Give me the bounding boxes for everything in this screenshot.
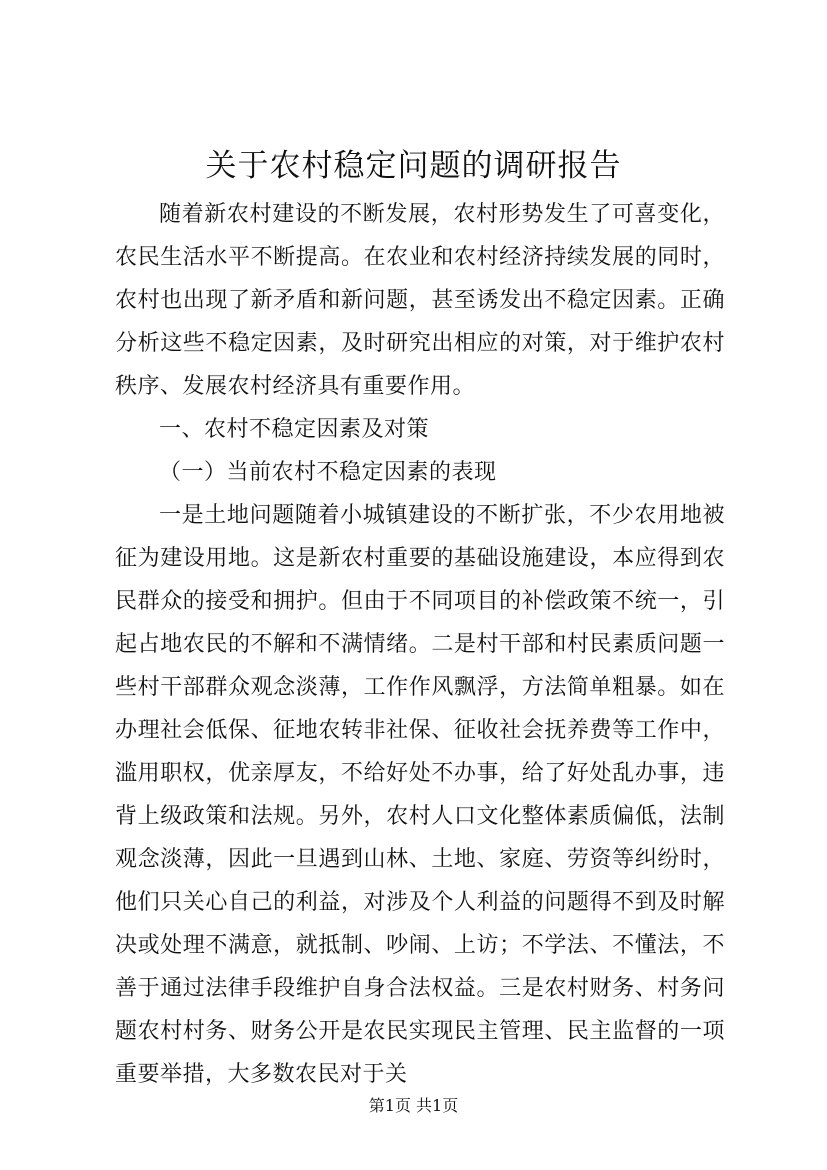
section-heading: 一、农村不稳定因素及对策 [159, 417, 430, 442]
document-body [115, 193, 725, 1096]
intro-paragraph: 随着新农村建设的不断发展，农村形势发生了可喜变化，农民生活水平不断提高。在农业和农村经济持续发展的同时，农村也出现了新矛盾和新问题，甚至诱发出不稳定因素。正确分析这些不稳定因素，及时研究出相应的对策，对于维护农村秩序、发展农村经济具有重要作用。 [115, 202, 725, 399]
page-number-label: 第1页 共1页 [368, 1096, 459, 1115]
body-paragraph: 一是土地问题随着小城镇建设的不断扩张，不少农用地被征为建设用地。这是新农村重要的基础设施建设，本应得到农民群众的接受和拥护。但由于不同项目的补偿政策不统一，引起占地农民的不解和不满情绪。二是村干部和村民素质问题一些村干部群众观念淡薄，工作作风飘浮，方法简单粗暴。如在办理社会低保、征地农转非社保、征收社会抚养费等工作中，滥用职权，优亲厚友，不给好处不办事，给了好处乱办事，违背上级政策和法规。另外，农村人口文化整体素质偏低，法制观念淡薄，因此一旦遇到山林、土地、家庭、劳资等纠纷时，他们只关心自己的利益，对涉及个人利益的问题得不到及时解决或处理不满意，就抵制、吵闹、上访；不学法、不懂法，不善于通过法律手段维护自身合法权益。三是农村财务、村务问题农村村务、财务公开是农民实现民主管理、民主监督的一项重要举措，大多数农民对于关 [115, 503, 725, 1087]
subsection-heading: （一）当前农村不稳定因素的表现 [159, 460, 497, 485]
document-title: 关于农村稳定问题的调研报告 [205, 148, 622, 184]
page-footer [0, 1096, 827, 1116]
